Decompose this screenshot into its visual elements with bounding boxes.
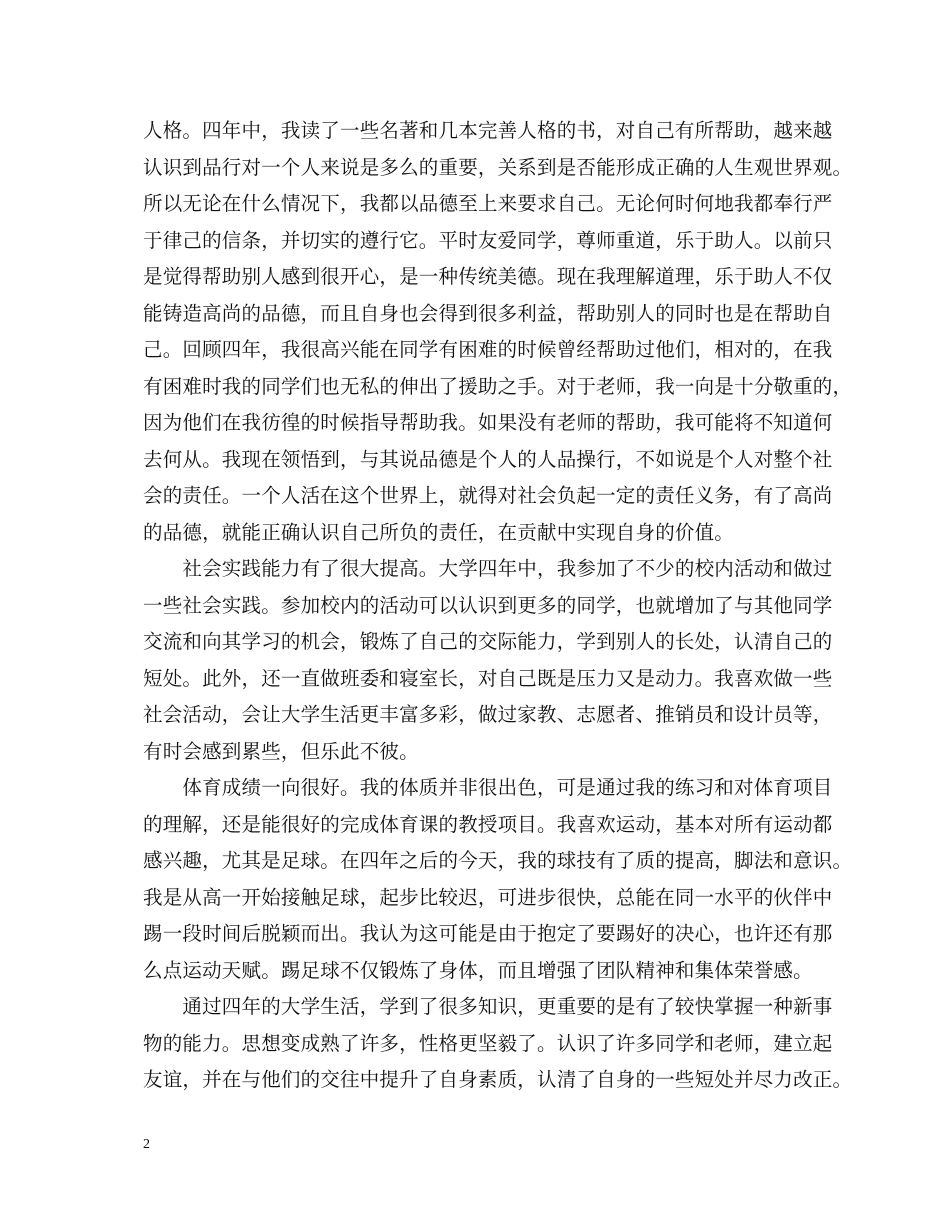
text-line: 物的能力。思想变成熟了许多，性格更坚毅了。认识了许多同学和老师，建立起 [143,1031,833,1055]
text-line: 感兴趣，尤其是足球。在四年之后的今天，我的球技有了质的提高，脚法和意识。 [143,849,853,872]
text-line: 的品德，就能正确认识自己所负的责任，在贡献中实现自身的价值。 [143,520,735,544]
text-line: 所以无论在什么情况下，我都以品德至上来要求自己。无论何时何地我都奉行严 [143,192,833,215]
text-line: 短处。此外，还一直做班委和寝室长，对自己既是压力又是动力。我喜欢做一些 [143,666,833,690]
text-line: 人格。四年中，我读了一些名著和几本完善人格的书，对自己有所帮助，越来越 [143,119,833,142]
text-line: 社会活动，会让大学生活更丰富多彩，做过家教、志愿者、推销员和设计员等， [143,703,833,726]
text-line: 己。回顾四年，我很高兴能在同学有困难的时候曾经帮助过他们，相对的，在我 [143,338,833,361]
text-line: 我是从高一开始接触足球，起步比较迟，可进步很快，总能在同一水平的伙伴中 [143,885,833,909]
text-line: 一些社会实践。参加校内的活动可以认识到更多的同学，也就增加了与其他同学 [143,593,833,617]
text-line: 社会实践能力有了很大提高。大学四年中，我参加了不少的校内活动和做过 [143,557,833,580]
text-line: 于律己的信条，并切实的遵行它。平时友爱同学，尊师重道，乐于助人。以前只 [143,228,833,252]
text-line: 能铸造高尚的品德，而且自身也会得到很多利益，帮助别人的同时也是在帮助自 [143,301,833,325]
text-line: 因为他们在我彷徨的时候指导帮助我。如果没有老师的帮助，我可能将不知道何 [143,411,833,434]
body-text [143,113,853,1099]
text-line: 是觉得帮助别人感到很开心，是一种传统美德。现在我理解道理，乐于助人不仅 [143,265,833,288]
text-line: 么点运动天赋。踢足球不仅锻炼了身体，而且增强了团队精神和集体荣誉感。 [143,958,813,982]
text-line: 会的责任。一个人活在这个世界上，就得对社会负起一定的责任义务，有了高尚 [143,484,833,507]
text-line: 踢一段时间后脱颖而出。我认为这可能是由于抱定了要踢好的决心，也许还有那 [143,922,833,945]
text-line: 有时会感到累些，但乐此不彼。 [143,739,419,763]
text-line: 友谊，并在与他们的交往中提升了自身素质，认清了自身的一些短处并尽力改正。 [143,1068,853,1091]
text-line: 通过四年的大学生活，学到了很多知识，更重要的是有了较快掌握一种新事 [143,995,833,1018]
text-line: 认识到品行对一个人来说是多么的重要，关系到是否能形成正确的人生观世界观。 [143,155,853,179]
text-line: 的理解，还是能很好的完成体育课的教授项目。我喜欢运动，基本对所有运动都 [143,812,833,836]
text-line: 去何从。我现在领悟到，与其说品德是个人的人品操行，不如说是个人对整个社 [143,447,833,471]
text-line: 体育成绩一向很好。我的体质并非很出色，可是通过我的练习和对体育项目 [143,776,833,799]
text-line: 有困难时我的同学们也无私的伸出了援助之手。对于老师，我一向是十分敬重的， [143,374,853,398]
text-line: 交流和向其学习的机会，锻炼了自己的交际能力，学到别人的长处，认清自己的 [143,630,833,653]
page-number: 2 [143,1137,150,1152]
